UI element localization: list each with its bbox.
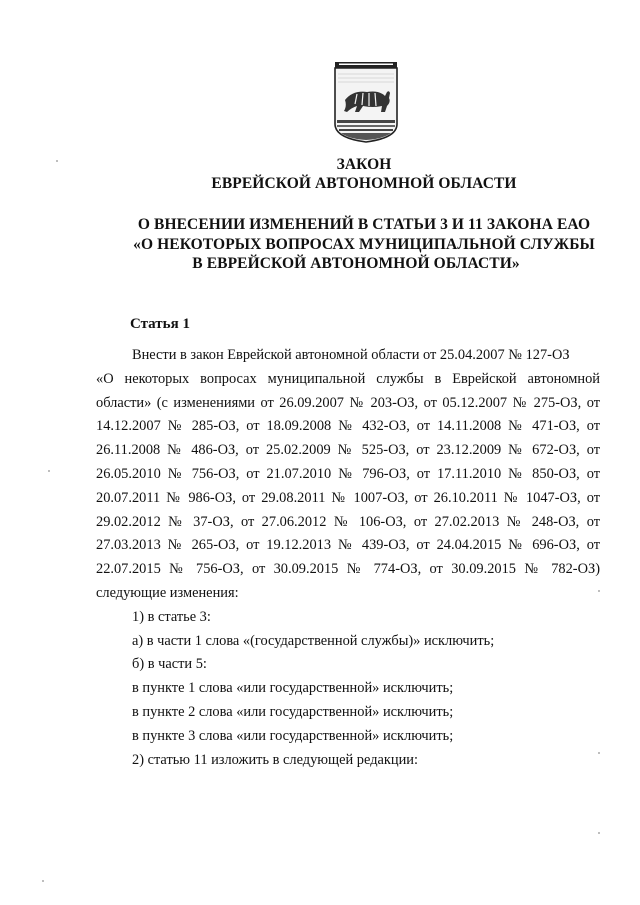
article-line: 26.11.2008 № 486-ОЗ, от 25.02.2009 № 525-ОЗ, от 23.12.2009 № 672-ОЗ, от xyxy=(96,442,600,459)
article-line: 26.05.2010 № 756-ОЗ, от 21.07.2010 № 796-ОЗ, от 17.11.2010 № 850-ОЗ, от xyxy=(96,465,600,482)
article-line: 29.02.2012 № 37-ОЗ, от 27.06.2012 № 106-ОЗ, от 27.02.2013 № 248-ОЗ, от xyxy=(96,513,600,530)
title-line-2: ЕВРЕЙСКОЙ АВТОНОМНОЙ ОБЛАСТИ xyxy=(211,175,517,192)
subtitle-line-2: «О НЕКОТОРЫХ ВОПРОСАХ МУНИЦИПАЛЬНОЙ СЛУЖБЫ xyxy=(133,235,595,253)
article-line: области» (с изменениями от 26.09.2007 № 203-ОЗ, от 05.12.2007 № 275-ОЗ, от xyxy=(96,394,600,411)
article-line: 22.07.2015 № 756-ОЗ, от 30.09.2015 № 774-ОЗ, от 30.09.2015 № 782-ОЗ) xyxy=(96,561,600,578)
article-line: 14.12.2007 № 285-ОЗ, от 18.09.2008 № 432-ОЗ, от 14.11.2008 № 471-ОЗ, от xyxy=(96,418,600,435)
subtitle-line-3: В ЕВРЕЙСКОЙ АВТОНОМНОЙ ОБЛАСТИ» xyxy=(192,255,520,272)
law-subtitle xyxy=(0,215,640,274)
amendment-item: б) в части 5: xyxy=(132,656,207,673)
scan-speck xyxy=(42,880,44,882)
article-heading: Статья 1 xyxy=(130,316,190,332)
scan-speck xyxy=(598,590,600,592)
article-body xyxy=(96,344,600,772)
amendment-item: в пункте 2 слова «или государственной» исключить; xyxy=(132,703,454,720)
scan-speck xyxy=(598,832,600,834)
scan-speck xyxy=(56,160,58,162)
article-line: Внести в закон Еврейской автономной области от 25.04.2007 № 127-ОЗ xyxy=(132,347,570,363)
subtitle-line-1: О ВНЕСЕНИИ ИЗМЕНЕНИЙ В СТАТЬИ 3 И 11 ЗАКОНА ЕАО xyxy=(137,216,591,233)
article-line: следующие изменения: xyxy=(96,584,239,601)
amendment-item: а) в части 1 слова «(государственной службы)» исключить; xyxy=(132,632,495,649)
amendment-item: 1) в статье 3: xyxy=(132,608,211,625)
amendment-item: в пункте 1 слова «или государственной» исключить; xyxy=(132,680,454,697)
article-line: 27.03.2013 № 265-ОЗ, от 19.12.2013 № 439-ОЗ, от 24.04.2015 № 696-ОЗ, от xyxy=(96,537,600,554)
amendment-item: в пункте 3 слова «или государственной» исключить; xyxy=(132,727,454,744)
article-line: 20.07.2011 № 986-ОЗ, от 29.08.2011 № 1007-ОЗ, от 26.10.2011 № 1047-ОЗ, от xyxy=(96,489,600,506)
scan-speck xyxy=(48,470,50,472)
amendment-item: 2) статью 11 изложить в следующей редакции: xyxy=(132,751,418,768)
law-title xyxy=(0,155,640,193)
article-line: «О некоторых вопросах муниципальной службы в Еврейской автономной xyxy=(96,370,600,387)
coat-of-arms-emblem xyxy=(333,60,399,144)
title-line-1: ЗАКОН xyxy=(336,156,392,173)
scan-speck xyxy=(598,752,600,754)
